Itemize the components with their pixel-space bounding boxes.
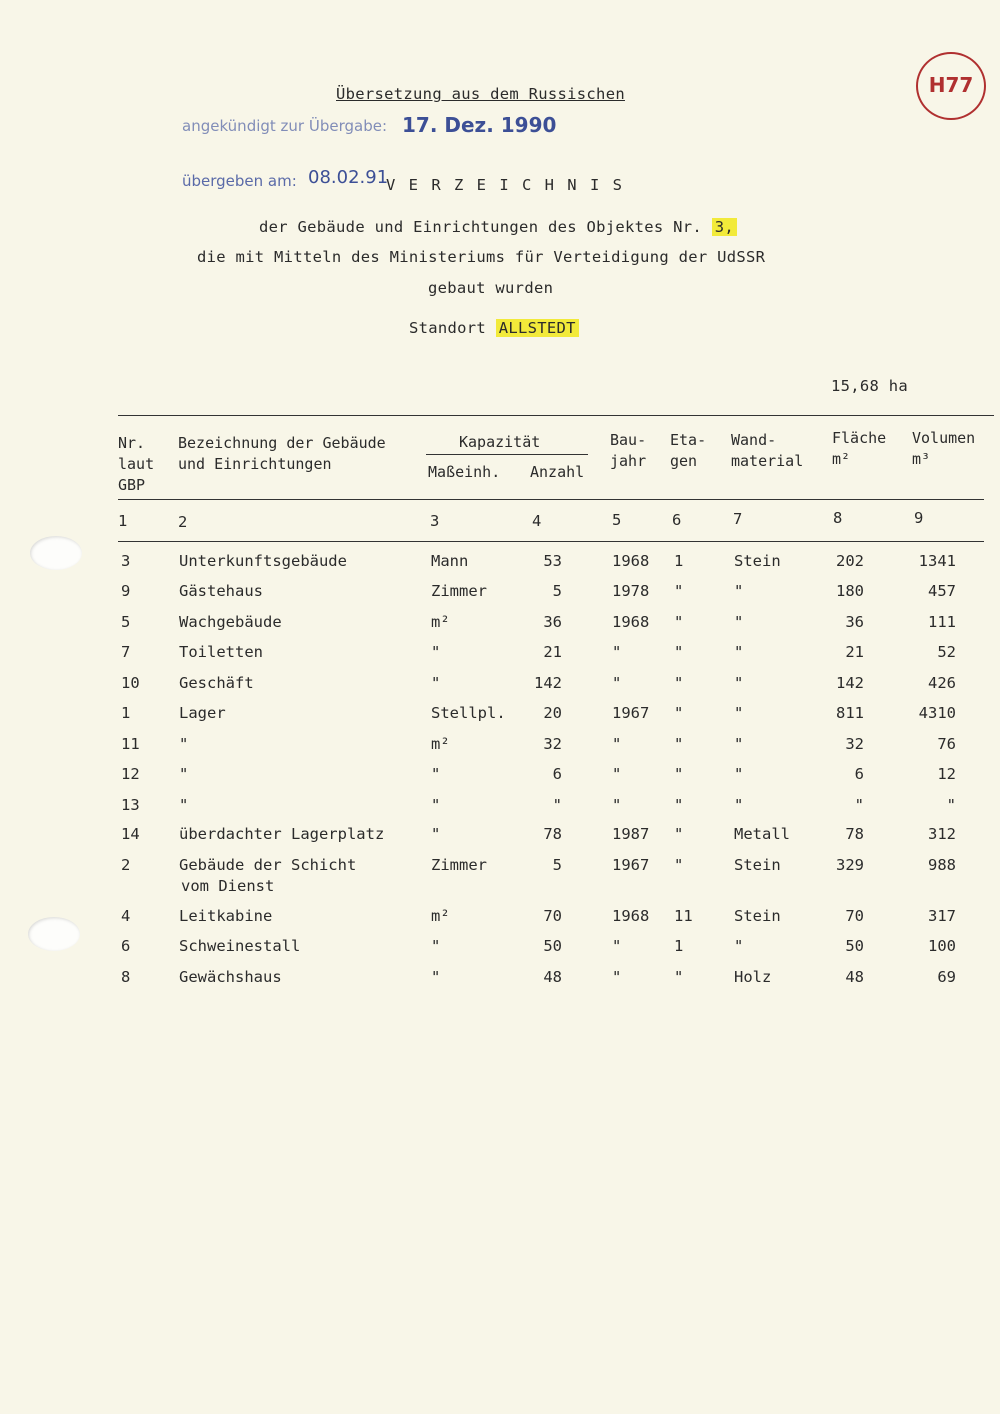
stamp-handed-label: übergeben am: <box>182 172 297 190</box>
header-nr-line3: GBP <box>118 476 146 494</box>
punch-hole-top <box>30 536 82 570</box>
cell-floors: " <box>674 704 684 722</box>
header-etagen <box>670 430 706 472</box>
cell-year: " <box>612 643 622 661</box>
cell-year: 1968 <box>612 907 650 925</box>
cell-year: " <box>612 796 622 814</box>
header-wandmaterial <box>731 430 803 472</box>
cell-wall: " <box>734 613 744 631</box>
cell-wall: " <box>734 643 744 661</box>
punch-hole-bottom <box>28 917 80 951</box>
cell-floors: 1 <box>674 937 684 955</box>
header-rule <box>118 499 984 500</box>
cell-unit: " <box>431 796 441 814</box>
cell-area: 21 <box>845 643 864 661</box>
stamp-handed-date: 08.02.91 <box>308 167 389 188</box>
header-bezeichnung-line1: Bezeichnung der Gebäude <box>178 434 386 452</box>
cell-name: Geschäft <box>179 674 254 692</box>
cell-area: 70 <box>845 907 864 925</box>
cell-area: 50 <box>845 937 864 955</box>
cell-wall: Stein <box>734 552 781 570</box>
subtitle-line-3: gebaut wurden <box>428 279 554 297</box>
cell-nr: 4 <box>121 907 131 925</box>
cell-floors: 1 <box>674 552 684 570</box>
cell-area: 329 <box>836 856 864 874</box>
kapazitaet-rule <box>426 454 588 455</box>
cell-wall: " <box>734 704 744 722</box>
cell-nr: 14 <box>121 825 140 843</box>
cell-area: 78 <box>845 825 864 843</box>
cell-wall: " <box>734 937 744 955</box>
cell-count: 21 <box>543 643 562 661</box>
cell-unit: " <box>431 674 441 692</box>
cell-nr: 9 <box>121 582 131 600</box>
colnum-9: 9 <box>914 509 924 527</box>
cell-wall: " <box>734 735 744 753</box>
cell-volume: 317 <box>928 907 956 925</box>
cell-count: " <box>552 796 562 814</box>
cell-wall: Holz <box>734 968 772 986</box>
cell-unit: m² <box>431 907 450 925</box>
cell-floors: " <box>674 643 684 661</box>
cell-floors: " <box>674 674 684 692</box>
cell-year: 1978 <box>612 582 650 600</box>
colnum-7: 7 <box>733 510 743 528</box>
header-volumen <box>912 428 975 470</box>
total-area: 15,68 ha <box>831 377 909 395</box>
cell-wall: Stein <box>734 856 781 874</box>
cell-year: 1987 <box>612 825 650 843</box>
header-nr-line1: Nr. <box>118 434 146 452</box>
header-anzahl: Anzahl <box>530 463 585 481</box>
cell-year: 1967 <box>612 856 650 874</box>
header-flaeche <box>832 428 886 470</box>
cell-year: " <box>612 674 622 692</box>
cell-name: Gewächshaus <box>179 968 282 986</box>
document-title: V E R Z E I C H N I S <box>386 176 624 194</box>
header-masseinheit: Maßeinh. <box>428 463 501 481</box>
cell-volume: 426 <box>928 674 956 692</box>
header-etagen-line2: gen <box>670 452 698 470</box>
cell-nr: 1 <box>121 704 131 722</box>
cell-name: " <box>179 735 189 753</box>
cell-wall: " <box>734 796 744 814</box>
cell-area: " <box>854 796 864 814</box>
subtitle-line-1-text: der Gebäude und Einrichtungen des Objektes Nr. <box>259 218 703 236</box>
cell-volume: 4310 <box>918 704 956 722</box>
cell-wall: Metall <box>734 825 790 843</box>
cell-floors: " <box>674 968 684 986</box>
cell-area: 36 <box>845 613 864 631</box>
location-line <box>409 319 579 337</box>
cell-name: Unterkunftsgebäude <box>179 552 347 570</box>
cell-nr: 13 <box>121 796 140 814</box>
location-label: Standort <box>409 319 487 337</box>
cell-unit: " <box>431 937 441 955</box>
colnum-1: 1 <box>118 512 128 530</box>
cell-wall: " <box>734 674 744 692</box>
translation-note: Übersetzung aus dem Russischen <box>336 85 625 103</box>
header-volumen-line2: m³ <box>912 450 931 468</box>
cell-count: 53 <box>543 552 562 570</box>
cell-unit: " <box>431 968 441 986</box>
column-number-rule <box>118 541 984 542</box>
cell-unit: " <box>431 825 441 843</box>
colnum-5: 5 <box>612 511 622 529</box>
cell-name: Toiletten <box>179 643 263 661</box>
cell-count: 5 <box>552 856 562 874</box>
cell-count: 20 <box>543 704 562 722</box>
cell-unit: m² <box>431 613 450 631</box>
cell-floors: " <box>674 856 684 874</box>
stamp-announced-date: 17. Dez. 1990 <box>402 113 557 137</box>
cell-floors: " <box>674 825 684 843</box>
cell-nr: 11 <box>121 735 140 753</box>
header-flaeche-line2: m² <box>832 450 851 468</box>
cell-unit: Zimmer <box>431 582 487 600</box>
subtitle-line-2: die mit Mitteln des Ministeriums für Verteidigung der UdSSR <box>197 248 766 266</box>
cell-volume: " <box>946 796 956 814</box>
header-volumen-line1: Volumen <box>912 429 976 447</box>
cell-area: 180 <box>836 582 864 600</box>
cell-area: 6 <box>854 765 864 783</box>
cell-area: 811 <box>836 704 864 722</box>
cell-count: 6 <box>552 765 562 783</box>
cell-name: Gästehaus <box>179 582 263 600</box>
cell-unit: Mann <box>431 552 469 570</box>
cell-nr: 3 <box>121 552 131 570</box>
location-value: ALLSTEDT <box>496 319 579 337</box>
cell-volume: 988 <box>928 856 956 874</box>
colnum-8: 8 <box>833 509 843 527</box>
cell-nr: 12 <box>121 765 140 783</box>
header-nr <box>118 433 154 496</box>
cell-nr: 7 <box>121 643 131 661</box>
header-kapazitaet: Kapazität <box>459 433 541 451</box>
header-etagen-line1: Eta- <box>670 431 707 449</box>
cell-count: 50 <box>543 937 562 955</box>
cell-floors: 11 <box>674 907 693 925</box>
colnum-6: 6 <box>672 511 682 529</box>
colnum-4: 4 <box>532 512 542 530</box>
cell-year: 1967 <box>612 704 650 722</box>
cell-count: 78 <box>543 825 562 843</box>
cell-year: " <box>612 735 622 753</box>
cell-year: 1968 <box>612 613 650 631</box>
subtitle-line-1 <box>259 218 737 236</box>
cell-count: 142 <box>534 674 562 692</box>
cell-unit: " <box>431 643 441 661</box>
cell-nr: 6 <box>121 937 131 955</box>
cell-wall: " <box>734 582 744 600</box>
cell-count: 48 <box>543 968 562 986</box>
cell-count: 36 <box>543 613 562 631</box>
cell-unit: m² <box>431 735 450 753</box>
stamp-announced-label: angekündigt zur Übergabe: <box>182 117 388 135</box>
cell-area: 202 <box>836 552 864 570</box>
cell-nr: 2 <box>121 856 131 874</box>
object-number: 3, <box>712 218 737 236</box>
cell-floors: " <box>674 582 684 600</box>
cell-volume: 457 <box>928 582 956 600</box>
header-baujahr <box>610 430 646 472</box>
cell-name: Lager <box>179 704 226 722</box>
cell-wall: " <box>734 765 744 783</box>
cell-count: 5 <box>552 582 562 600</box>
header-bezeichnung <box>178 433 386 475</box>
cell-floors: " <box>674 796 684 814</box>
cell-name: " <box>179 765 189 783</box>
cell-name: überdachter Lagerplatz <box>179 825 385 843</box>
cell-volume: 52 <box>937 643 956 661</box>
header-flaeche-line1: Fläche <box>832 429 887 447</box>
cell-floors: " <box>674 613 684 631</box>
header-wandmaterial-line1: Wand- <box>731 431 777 449</box>
cell-volume: 76 <box>937 735 956 753</box>
cell-name: " <box>179 796 189 814</box>
colnum-3: 3 <box>430 512 440 530</box>
header-baujahr-line2: jahr <box>610 452 647 470</box>
cell-nr: 10 <box>121 674 140 692</box>
cell-volume: 312 <box>928 825 956 843</box>
cell-area: 32 <box>845 735 864 753</box>
cell-volume: 111 <box>928 613 956 631</box>
cell-name: Leitkabine <box>179 907 273 925</box>
cell-count: 70 <box>543 907 562 925</box>
cell-name-line2: vom Dienst <box>181 877 275 895</box>
cell-unit: " <box>431 765 441 783</box>
header-bezeichnung-line2: und Einrichtungen <box>178 455 332 473</box>
header-wandmaterial-line2: material <box>731 452 804 470</box>
colnum-2: 2 <box>178 513 188 531</box>
cell-volume: 100 <box>928 937 956 955</box>
cell-name: Wachgebäude <box>179 613 282 631</box>
cell-year: 1968 <box>612 552 650 570</box>
header-nr-line2: laut <box>118 455 155 473</box>
cell-floors: " <box>674 735 684 753</box>
cell-name: Gebäude der Schicht <box>179 856 357 874</box>
header-baujahr-line1: Bau- <box>610 431 647 449</box>
cell-name: Schweinestall <box>179 937 301 955</box>
cell-year: " <box>612 937 622 955</box>
cell-floors: " <box>674 765 684 783</box>
cell-unit: Stellpl. <box>431 704 506 722</box>
cell-year: " <box>612 968 622 986</box>
cell-year: " <box>612 765 622 783</box>
cell-wall: Stein <box>734 907 781 925</box>
cell-volume: 12 <box>937 765 956 783</box>
cell-nr: 8 <box>121 968 131 986</box>
archive-mark: H77 <box>916 52 986 120</box>
cell-volume: 69 <box>937 968 956 986</box>
cell-unit: Zimmer <box>431 856 487 874</box>
table-top-rule <box>118 415 994 416</box>
cell-area: 142 <box>836 674 864 692</box>
cell-volume: 1341 <box>918 552 956 570</box>
cell-area: 48 <box>845 968 864 986</box>
cell-nr: 5 <box>121 613 131 631</box>
cell-count: 32 <box>543 735 562 753</box>
